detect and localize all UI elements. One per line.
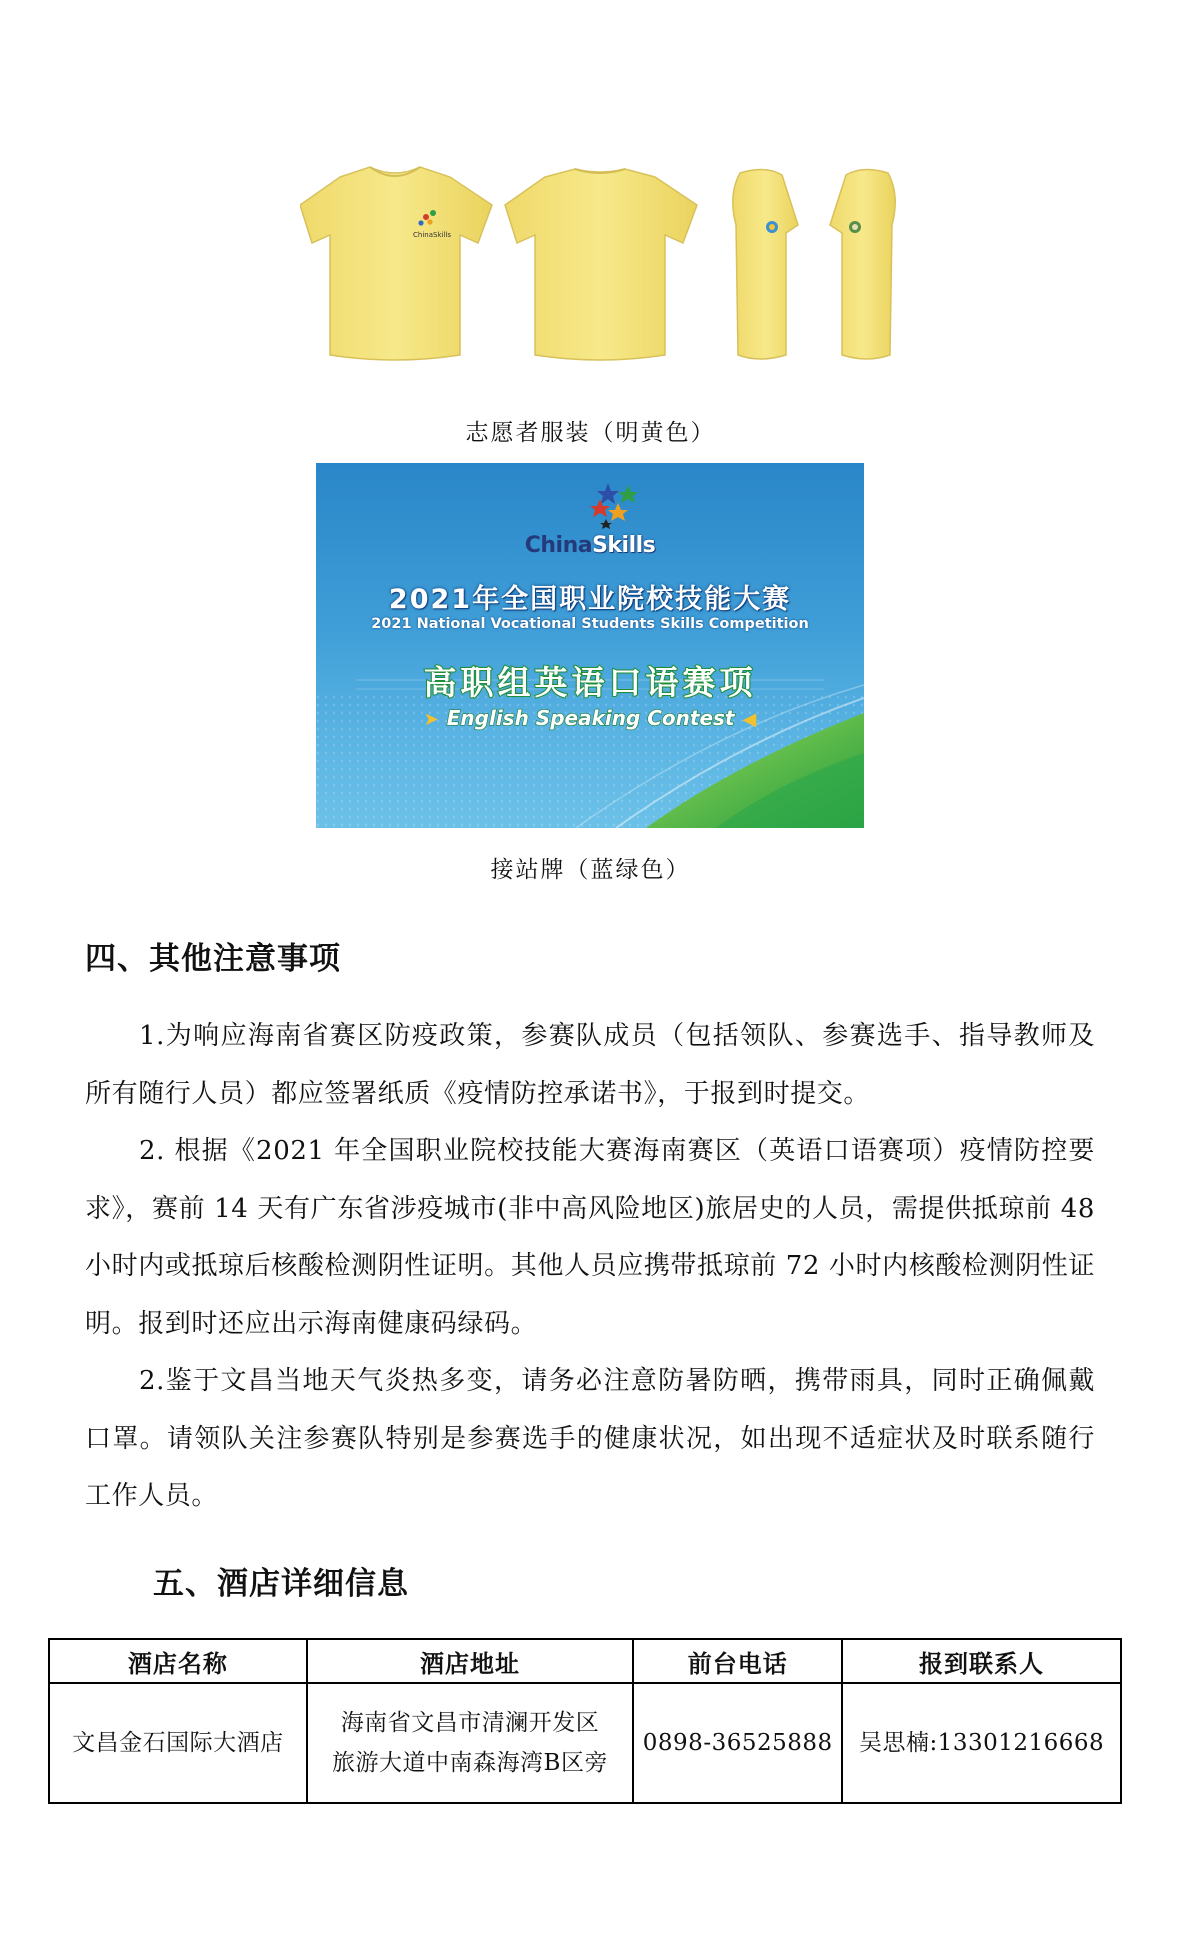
header-hotel-address: 酒店地址 <box>307 1639 634 1683</box>
paragraph: 2.鉴于文昌当地天气炎热多变，请务必注意防暑防晒，携带雨具，同时正确佩戴口罩。请领队关注参赛队特别是参赛选手的健康状况，如出现不适症状及时联系随行工作人员。 <box>85 1366 1095 1511</box>
address-line: 旅游大道中南森海湾B区旁 <box>332 1750 608 1776</box>
banner-caption: 接站牌（蓝绿色） <box>490 857 691 883</box>
shirt-logo-text: ChinaSkills <box>413 231 451 239</box>
pickup-sign-image <box>316 463 864 828</box>
chinaskills-stars-icon <box>590 483 638 529</box>
arrow-right-icon: ➤ <box>423 709 439 730</box>
address-line: 海南省文昌市清澜开发区 <box>340 1710 600 1736</box>
section-heading-hotel: 五、酒店详细信息 <box>153 1566 409 1602</box>
paragraph: 1.为响应海南省赛区防疫政策，参赛队成员（包括领队、参赛选手、指导教师及所有随行人员）都应签署纸质《疫情防控承诺书》，于报到时提交。 <box>85 1021 1095 1109</box>
header-contact: 报到联系人 <box>842 1639 1121 1683</box>
arrow-left-icon: ◀ <box>742 709 757 730</box>
shirt-back <box>505 169 697 360</box>
cell-hotel-name: 文昌金石国际大酒店 <box>49 1683 307 1803</box>
banner-brand <box>316 533 864 558</box>
banner-contest <box>316 706 864 730</box>
banner-subtitle: 2021 National Vocational Students Skills Competition <box>371 616 809 632</box>
section-heading-notes: 四、其他注意事项 <box>85 941 341 977</box>
cell-phone: 0898-36525888 <box>633 1683 842 1803</box>
header-hotel-name: 酒店名称 <box>49 1639 307 1683</box>
banner-track: 高职组英语口语赛项 <box>423 663 757 702</box>
banner-title: 2021年全国职业院校技能大赛 <box>388 584 792 615</box>
table-header-row <box>49 1639 1121 1683</box>
cell-hotel-address <box>307 1683 634 1803</box>
volunteer-shirt-image <box>300 165 920 370</box>
shirt-front <box>300 167 492 360</box>
banner-contest-text: English Speaking Contest <box>446 706 735 730</box>
table-row <box>49 1683 1121 1803</box>
banner-background <box>316 463 864 828</box>
brand-skills: Skills <box>592 533 656 558</box>
header-front-desk-phone: 前台电话 <box>633 1639 842 1683</box>
shirt-caption: 志愿者服装（明黄色） <box>465 420 716 446</box>
paragraph: 2. 根据《2021 年全国职业院校技能大赛海南赛区（英语口语赛项）疫情防控要求》，赛前 14 天有广东省涉疫城市(非中高风险地区)旅居史的人员，需提供抵琼前 48 小时内或抵琼后核酸检测阴性证明。其他人员应携带抵琼前 72 小时内核酸检测阴性证明。报到时还应出示海南健康码绿码。 <box>85 1136 1095 1339</box>
shirt-side-left <box>733 169 798 359</box>
hotel-table <box>48 1638 1122 1804</box>
cell-contact: 吴思楠:13301216668 <box>842 1683 1121 1803</box>
shirt-side-right <box>830 169 895 359</box>
brand-china: China <box>524 533 593 558</box>
